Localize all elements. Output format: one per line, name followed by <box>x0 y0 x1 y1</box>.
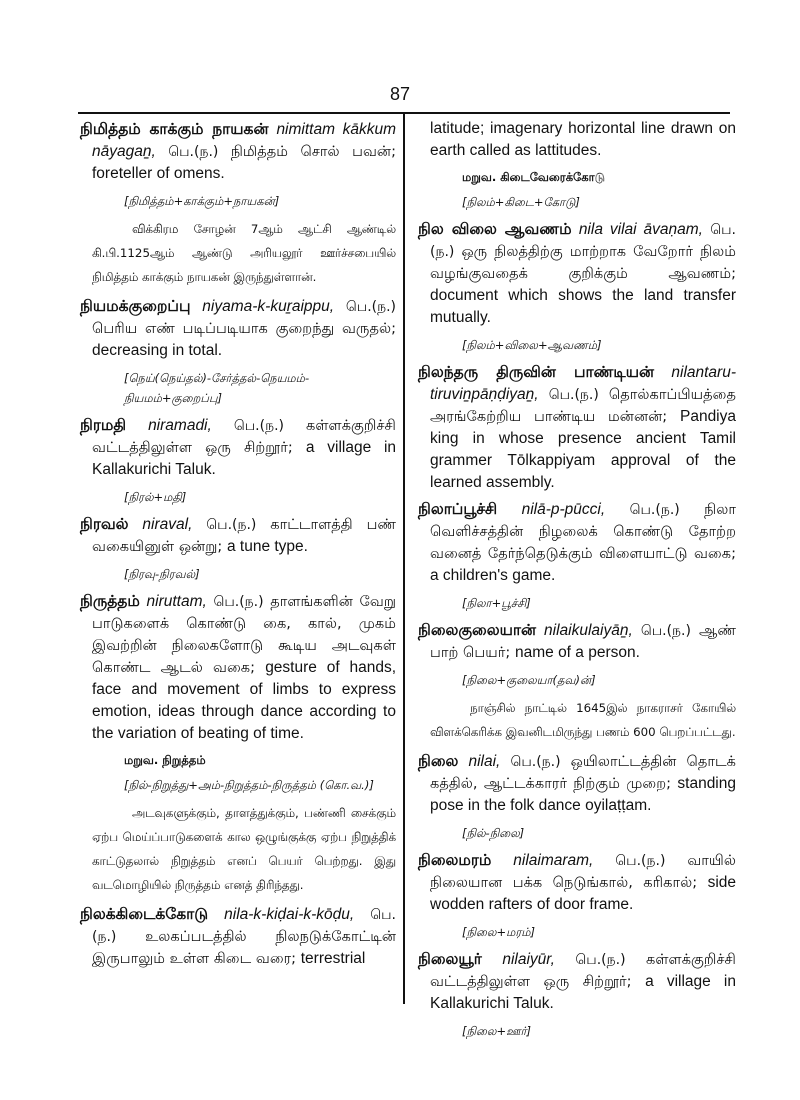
dictionary-entry <box>418 218 736 355</box>
english-definition: a tune type. <box>226 538 308 555</box>
english-definition: document which shows the land transfer mutually. <box>430 287 736 326</box>
grammar-tag: பெ.(ந.) <box>345 299 397 315</box>
grammar-tag: பெ.(ந.) <box>640 623 691 639</box>
dictionary-entry <box>80 903 396 970</box>
dictionary-entry <box>418 498 736 613</box>
grammar-tag: பெ.(ந.) <box>213 594 264 610</box>
tamil-definition: ஆண் பாற் பெயர்; <box>430 622 737 661</box>
transliteration: nilaimaram, <box>513 852 594 869</box>
transliteration: nila-k-kiḍai-k-kōḍu, <box>224 906 355 923</box>
transliteration: nilā-p-pūcci, <box>521 501 606 518</box>
english-definition: a village in Kallakurichi Taluk. <box>92 439 397 478</box>
headword: நிலக்கிடைக்கோடு <box>80 905 209 923</box>
grammar-tag: பெ.(ந.) <box>510 754 561 770</box>
headword: நிமித்தம் காக்கும் நாயகன் <box>80 120 269 138</box>
etymology: [நெய்(நெய்தல்)-சேர்த்தல்-நெயமம்-நியமம்+குறைப்பு] <box>124 371 310 405</box>
dictionary-entry-continued <box>418 118 736 212</box>
headword: நிலைமரம் <box>418 851 492 869</box>
synonym-reference: மறுவ. நிறுத்தம் <box>124 753 206 767</box>
dictionary-entry <box>80 513 396 584</box>
transliteration: niruttam, <box>146 593 207 610</box>
dictionary-entry <box>418 948 736 1041</box>
headword: நிரவல் <box>80 515 129 533</box>
etymology: [நிலை+ஊர்] <box>462 1024 532 1038</box>
english-definition: Pandiya king in whose presence ancient Tamil grammer Tōlkappiyam approval of the learned assembly. <box>430 408 736 491</box>
transliteration: niramadi, <box>148 417 212 434</box>
dictionary-entry <box>80 590 396 897</box>
synonym-reference: மறுவ. கிடைவேரைக்கோடு <box>462 170 605 184</box>
english-definition: name of a person. <box>514 644 640 661</box>
transliteration: nilaiyūr, <box>502 951 555 968</box>
english-definition: a children's game. <box>430 567 556 584</box>
headword: நிலையூர் <box>418 950 482 968</box>
grammar-tag: பெ.(ந.) <box>233 418 284 434</box>
entry-note: நாஞ்சில் நாட்டில் 1645இல் நாகராசர் கோயில் விளக்கெரிக்க இவனிடமிருந்து பணம் 600 பெறப்பட்டது. <box>430 701 736 739</box>
etymology: [நிரவு-நிரவல்] <box>124 567 200 581</box>
transliteration: nimittam kākkum nāyagaṉ, <box>92 121 396 160</box>
transliteration: niraval, <box>142 516 193 533</box>
left-column <box>80 118 396 974</box>
right-column <box>418 118 736 1047</box>
tamil-definition: தொல்காப்பியத்தை அரங்கேற்றிய பாண்டிய மன்னன்; <box>430 386 736 425</box>
tamil-definition: நிமித்தம் சொல் பவன்; <box>230 143 396 160</box>
entry-note: அடவுகளுக்கும், தாளத்துக்கும், பண்ணி சைக்கும் ஏற்ப மெய்ப்பாடுகளைக் கால ஒழுங்குக்கு ஏற்ப நிறுத்திக் காட்டுதலால் நிறுத்தம் எனப் பெயர் பெற்றது. இது வடமொழியில் நிருத்தம் எனத் திரிந்தது. <box>92 806 396 892</box>
tamil-definition: தாளங்களின் வேறு பாடுகளைக் கொண்டு கை, கால், முகம் இவற்றின் நிலைகளோடு கூடிய அடவுகள் கொண்ட ஆடல் வகை; <box>92 593 397 676</box>
etymology: [நிலம்+கிடை+கோடு] <box>462 195 580 209</box>
tamil-definition: காட்டாளத்தி பண் வகையினுள் ஒன்று; <box>92 516 397 555</box>
english-definition: gesture of hands, face and movement of limbs to express emotion, ideas through dance according to the variation of beating of time. <box>92 659 396 742</box>
dictionary-entry <box>418 849 736 942</box>
dictionary-entry <box>418 619 736 744</box>
dictionary-entry <box>418 361 736 494</box>
tamil-definition: ஒயிலாட்டத்தின் தொடக் கத்தில், ஆட்டக்காரர் நிற்கும் முறை; <box>430 753 736 792</box>
dictionary-entry <box>80 414 396 507</box>
etymology: [நிலா+பூச்சி] <box>462 596 531 610</box>
grammar-tag: பெ.(ந.) <box>430 222 736 260</box>
headword: நில விலை ஆவணம் <box>418 220 572 238</box>
english-definition: a village in Kallakurichi Taluk. <box>430 973 736 1012</box>
headword: நிருத்தம் <box>80 592 140 610</box>
entry-note: விக்கிரம சோழன் 7ஆம் ஆட்சி ஆண்டில் கி.பி.1125ஆம் ஆண்டு அரியலூர் ஊர்ச்சபையில் நிமித்தம் காக்கும் நாயகன் இருந்துள்ளான். <box>92 222 396 284</box>
etymology: [நில்-நிலை] <box>462 826 525 840</box>
headword: நியமக்குறைப்பு <box>80 297 191 315</box>
dictionary-entry <box>80 295 396 408</box>
etymology: [நிலை+மரம்] <box>462 925 536 939</box>
headword: நிலந்தரு திருவின் பாண்டியன் <box>418 363 655 381</box>
transliteration: nilai, <box>468 753 501 770</box>
tamil-definition: ஒரு நிலத்திற்கு மாற்றாக வேறோர் நிலம் வழங்குவதைக் குறிக்கும் ஆவணம்; <box>430 243 737 282</box>
english-definition: terrestrial <box>300 950 366 967</box>
etymology: [நில்-நிறுத்து+அம்-நிறுத்தம்-நிருத்தம் (கொ.வ.)] <box>124 778 374 792</box>
dictionary-entry <box>80 118 396 289</box>
tamil-definition: வாயில் நிலையான பக்க நெடுங்கால், கரிகால்; <box>430 852 737 891</box>
headword: நிரமதி <box>80 416 127 434</box>
page-number: 87 <box>389 84 411 104</box>
headword: நிலை <box>418 752 459 770</box>
grammar-tag: பெ.(ந.) <box>92 907 396 945</box>
grammar-tag: பெ.(ந.) <box>548 387 599 403</box>
tamil-definition: உலகப்படத்தில் நிலநடுக்கோட்டின் இருபாலும் உள்ள கிடை வரை; <box>92 928 396 967</box>
tamil-definition: கள்ளக்குறிச்சி வட்டத்திலுள்ள ஒரு சிற்றூர்; <box>92 417 396 456</box>
etymology: [நிலம்+விலை+ஆவணம்] <box>462 338 602 352</box>
headword: நிலாப்பூச்சி <box>418 500 498 518</box>
transliteration: niyama-k-kuṟaippu, <box>202 298 335 315</box>
transliteration: nilaikulaiyāṉ, <box>544 622 633 639</box>
dictionary-entry <box>418 750 736 843</box>
etymology: [நிரல்+மதி] <box>124 490 187 504</box>
english-definition: foreteller of omens. <box>92 165 225 182</box>
tamil-definition: நிலா வெளிச்சத்தின் நிழலைக் கொண்டு தோற்ற வனைத் தேர்ந்தெடுக்கும் விளையாட்டு வகை; <box>430 501 736 562</box>
grammar-tag: பெ.(ந.) <box>206 517 257 533</box>
english-definition: standing pose in the folk dance oyilaṭṭam. <box>430 775 736 814</box>
etymology: [நிலை+குலையா(தவ)ன்] <box>462 673 596 687</box>
grammar-tag: பெ.(ந.) <box>575 952 626 968</box>
grammar-tag: பெ.(ந.) <box>615 853 666 869</box>
transliteration: nilantaru-tiruviṉpāṇḍiyaṉ, <box>430 364 736 403</box>
english-definition: decreasing in total. <box>92 342 223 359</box>
headword: நிலைகுலையான் <box>418 621 537 639</box>
grammar-tag: பெ.(ந.) <box>629 502 680 518</box>
etymology: [நிமித்தம்+காக்கும்+நாயகன்] <box>124 194 280 208</box>
tamil-definition: கள்ளக்குறிச்சி வட்டத்திலுள்ள ஒரு சிற்றூர்; <box>430 951 736 990</box>
column-divider <box>403 114 405 1004</box>
transliteration: nila vilai āvaṇam, <box>578 221 703 238</box>
english-definition: latitude; imagenary horizontal line drawn on earth called as lattitudes. <box>430 120 736 159</box>
grammar-tag: பெ.(ந.) <box>168 144 219 160</box>
tamil-definition: பெரிய எண் படிப்படியாக குறைந்து வருதல்; <box>92 320 396 337</box>
english-definition: side wodden rafters of door frame. <box>430 874 736 913</box>
